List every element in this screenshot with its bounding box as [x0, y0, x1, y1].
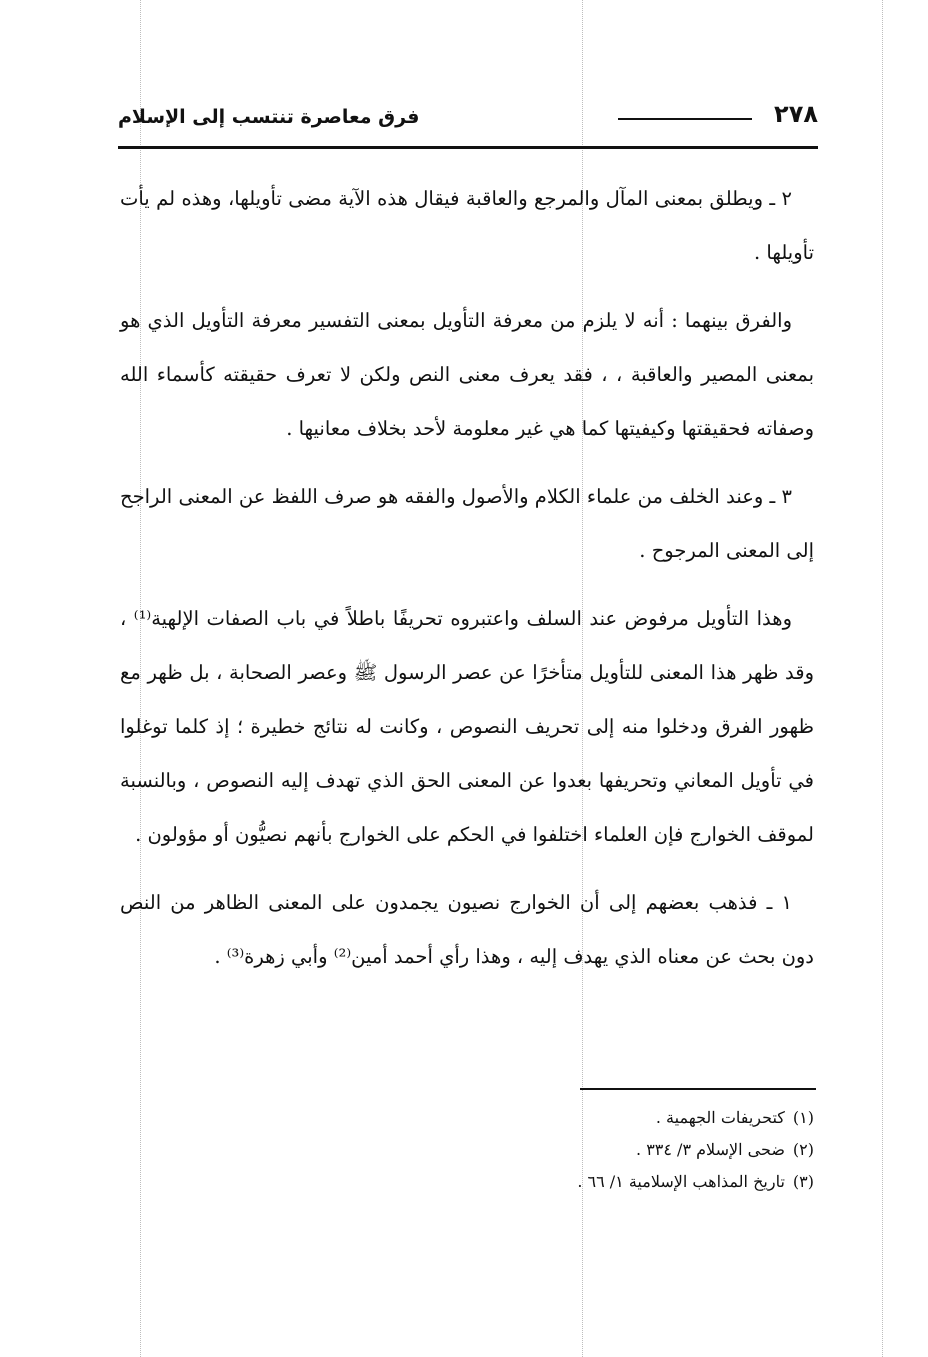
paragraph: ٢ ـ ويطلق بمعنى المآل والمرجع والعاقبة فيقال هذه الآية مضى تأويلها، وهذه لم يأت تأويلها . — [120, 187, 814, 264]
footnote-separator — [580, 1088, 816, 1090]
footnote-text: ضحى الإسلام ٣/ ٣٣٤ . — [636, 1140, 785, 1159]
paragraph: ٣ ـ وعند الخلف من علماء الكلام والأصول والفقه هو صرف اللفظ عن المعنى الراجح إلى المعنى المرجوح . — [120, 485, 814, 562]
header-rule — [118, 146, 818, 149]
paragraph: ١ ـ فذهب بعضهم إلى أن الخوارج نصيون يجمدون على المعنى الظاهر من النص دون بحث عن معناه الذي يهدف إليه ، وهذا رأي أحمد أمين⁽²⁾ وأبي زهرة⁽³⁾ . — [120, 891, 814, 968]
page-header — [118, 96, 818, 152]
footnote-item — [394, 1134, 814, 1166]
running-title: فرق معاصرة تنتسب إلى الإسلام — [118, 106, 420, 128]
header-dash — [618, 118, 752, 120]
footnote-number: (٣) — [792, 1172, 814, 1191]
scan-artifact — [882, 0, 883, 1357]
footnote-text: كتحريفات الجهمية . — [655, 1108, 785, 1127]
paragraph: والفرق بينهما : أنه لا يلزم من معرفة التأويل بمعنى التفسير معرفة التأويل الذي هو بمعنى المصير والعاقبة ، ، فقد يعرف معنى النص ولكن لا تعرف حقيقته كأسماء الله وصفاته فحقيقتها وكيفيتها كما هي غير معلومة لأحد بخلاف معانيها . — [120, 309, 814, 440]
body-text — [120, 172, 814, 998]
footnote-text: تاريخ المذاهب الإسلامية ١/ ٦٦ . — [577, 1172, 785, 1191]
footnote-number: (٢) — [792, 1140, 814, 1159]
paragraph: وهذا التأويل مرفوض عند السلف واعتبروه تحريفًا باطلاً في باب الصفات الإلهية⁽¹⁾ ، وقد ظهر هذا المعنى للتأويل متأخرًا عن عصر الرسول ﷺ وعصر الصحابة ، بل ظهر مع ظهور الفرق ودخلوا منه إلى تحريف النصوص ، وكانت له نتائج خطيرة ؛ إذ كلما توغلوا في تأويل المعاني وتحريفها بعدوا عن المعنى الحق الذي تهدف إليه النصوص ، وبالنسبة لموقف الخوارج فإن العلماء اختلفوا في الحكم على الخوارج بأنهم نصيُّون أو مؤولون . — [120, 607, 814, 846]
footnote-item — [394, 1102, 814, 1134]
page-number: ٢٧٨ — [774, 100, 818, 128]
footnotes — [394, 1102, 814, 1198]
footnote-item — [394, 1166, 814, 1198]
footnote-number: (١) — [792, 1108, 814, 1127]
